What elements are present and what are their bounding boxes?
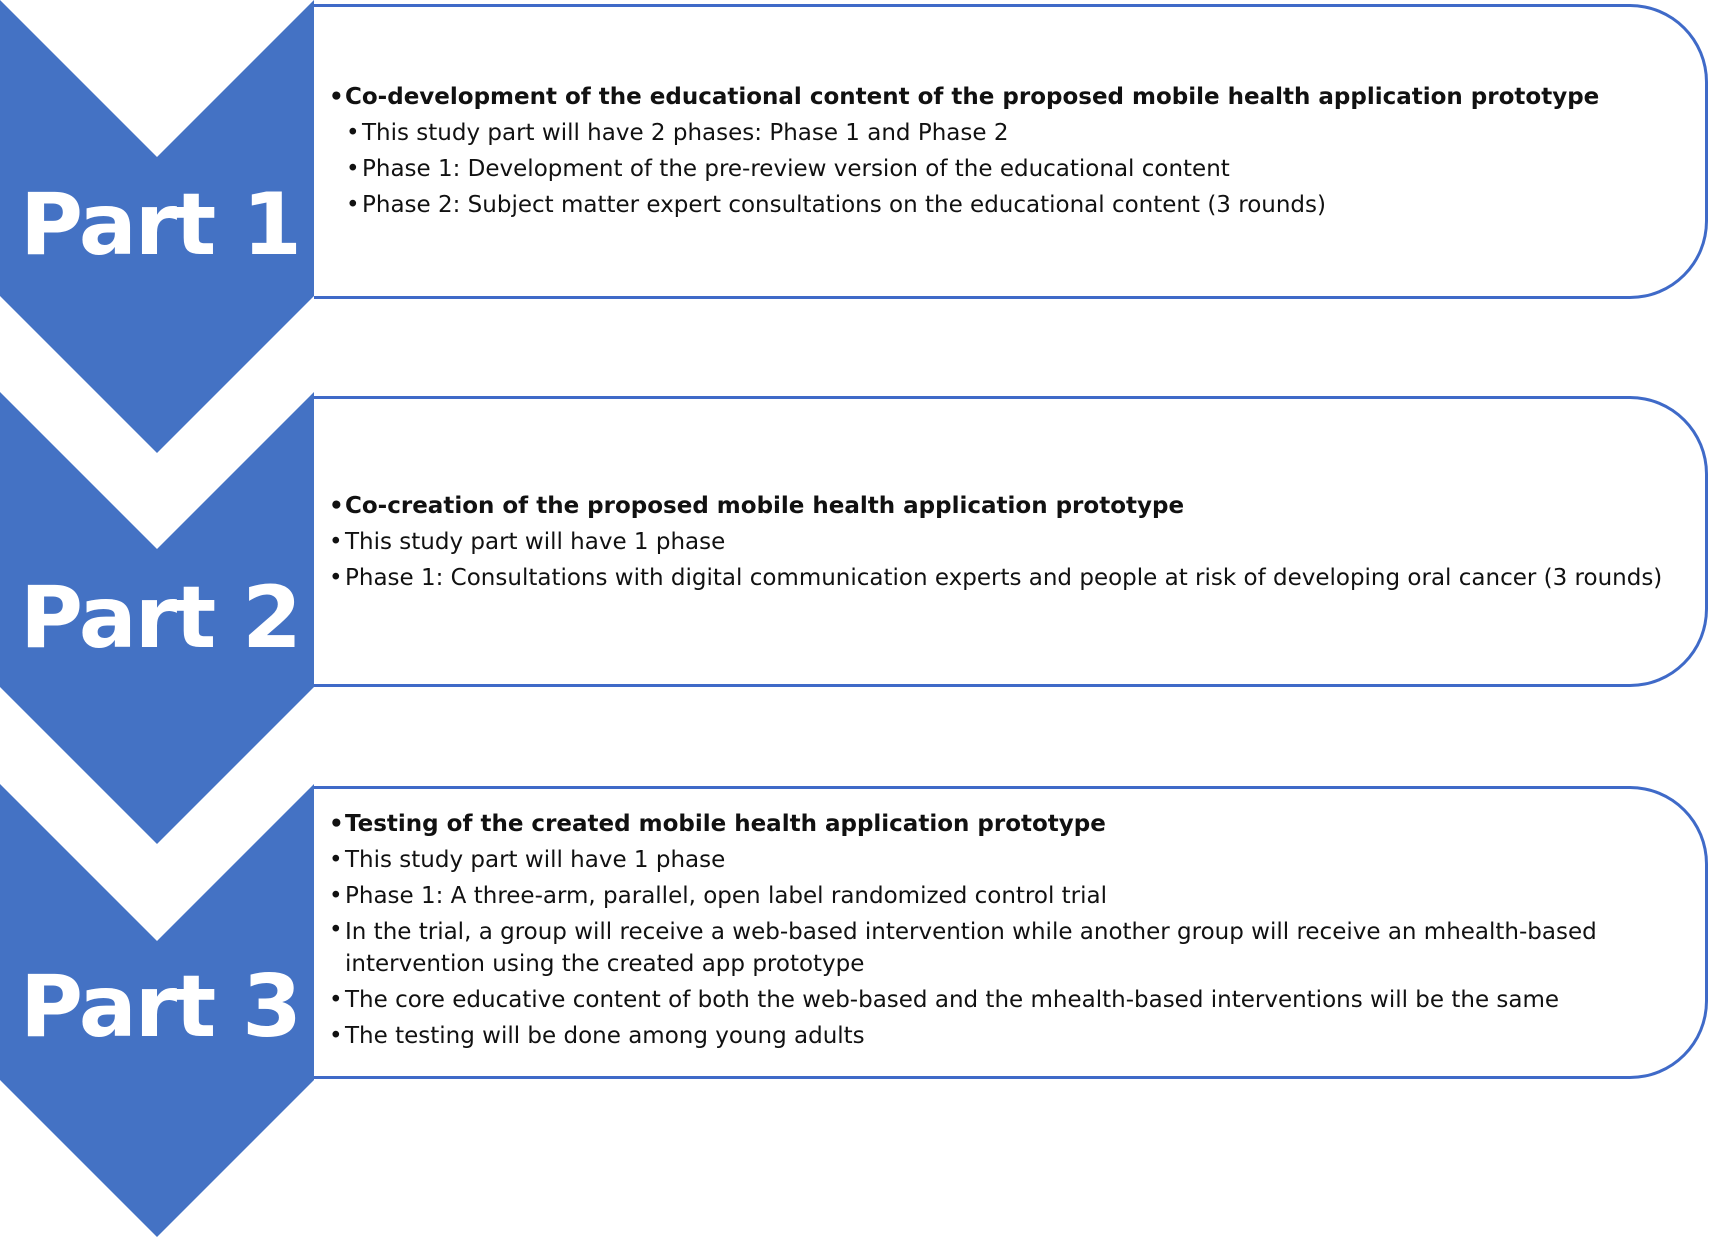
part-2-item: • This study part will have 1 phase xyxy=(329,524,1689,560)
part-3-item: • The testing will be done among young adults xyxy=(329,1018,1603,1054)
part-1-label: Part 1 xyxy=(19,175,301,275)
part-1-item: • Phase 1: Development of the pre-review version of the educational content xyxy=(346,151,1689,187)
part-2-label: Part 2 xyxy=(19,568,301,668)
part-1-heading: • Co-development of the educational content of the proposed mobile health application prototype xyxy=(329,79,1689,115)
part-2-item: • Phase 1: Consultations with digital communication experts and people at risk of developing oral cancer (3 rounds) xyxy=(329,560,1689,596)
part-3-label: Part 3 xyxy=(19,957,301,1057)
part-1-item: • Phase 2: Subject matter expert consultations on the educational content (3 rounds) xyxy=(346,187,1689,223)
part-1-bullets xyxy=(329,79,1689,223)
part-1-item: • This study part will have 2 phases: Phase 1 and Phase 2 xyxy=(346,115,1689,151)
part-2-bullets xyxy=(329,488,1689,596)
part-3-item: • This study part will have 1 phase xyxy=(329,842,1603,878)
part-3-item: • Phase 1: A three-arm, parallel, open label randomized control trial xyxy=(329,878,1603,914)
part-2-heading: • Co-creation of the proposed mobile health application prototype xyxy=(329,488,1689,524)
part-3-bullets xyxy=(329,806,1603,1054)
part-3-item: • In the trial, a group will receive a web-based intervention while another group will receive an mhealth-based intervention using the created app prototype xyxy=(329,914,1603,982)
part-3-item: • The core educative content of both the web-based and the mhealth-based interventions will be the same xyxy=(329,982,1603,1018)
part-3-heading: • Testing of the created mobile health application prototype xyxy=(329,806,1603,842)
